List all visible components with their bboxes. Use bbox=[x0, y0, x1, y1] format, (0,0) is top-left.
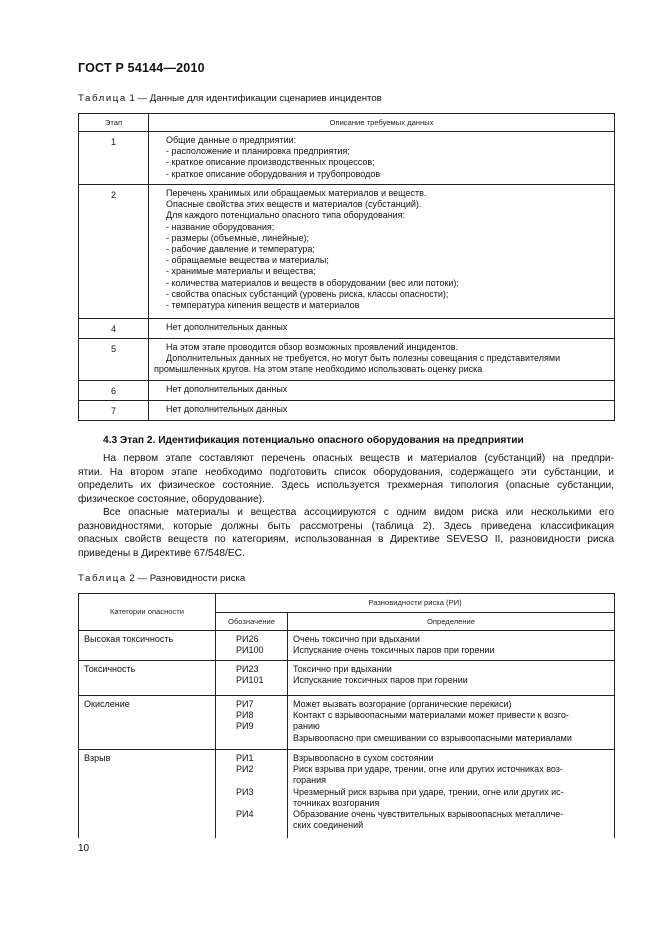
table1-desc-line: Опасные свойства этих веществ и материалов (субстанций). bbox=[166, 199, 422, 210]
table1-desc-line: промышленных кругов. На этом этапе необходимо использовать оценку риска bbox=[154, 364, 483, 375]
table2-caption bbox=[78, 573, 245, 584]
table2-code bbox=[236, 798, 282, 809]
table2-definition: Испускание очень токсичных паров при горении bbox=[293, 645, 495, 656]
table2-code-cell bbox=[216, 750, 288, 838]
table1 bbox=[78, 113, 615, 421]
table1-desc-line: - обращаемые вещества и материалы; bbox=[166, 255, 329, 266]
table2-definition: ских соединений bbox=[293, 820, 364, 831]
table2-code: РИ3 bbox=[236, 786, 254, 797]
table2-code: РИ9 bbox=[236, 721, 254, 732]
table1-desc-line: - свойства опасных субстанций (уровень риска, классы опасности); bbox=[166, 288, 449, 299]
table1-desc-line: Нет дополнительных данных bbox=[166, 384, 288, 394]
table2-code bbox=[236, 775, 282, 786]
table2-definition: Чрезмерный риск взрыва при ударе, трении, огне или других ис- bbox=[293, 786, 564, 797]
table1-desc-line: - расположение и планировка предприятия; bbox=[166, 146, 350, 157]
table2-category-cell: Высокая токсичность bbox=[79, 631, 216, 661]
table1-stage-cell: 7 bbox=[79, 401, 149, 421]
table1-desc-line: На этом этапе проводится обзор возможных проявлений инцидентов. bbox=[166, 342, 459, 352]
table2-definition: Может вызвать возгорание (органические перекиси) bbox=[293, 699, 512, 709]
document-header: ГОСТ Р 54144—2010 bbox=[78, 61, 205, 75]
table1-desc-cell bbox=[149, 319, 615, 339]
table1-desc-cell bbox=[149, 381, 615, 401]
table2-header-code: Обозначение bbox=[216, 613, 288, 631]
paragraph-line: физическое состояние, оборудование). bbox=[78, 493, 265, 505]
table1-stage-cell: 4 bbox=[79, 319, 149, 339]
table2-code: РИ101 bbox=[236, 675, 264, 686]
table2-definition: ранию bbox=[293, 721, 320, 732]
table1-stage-cell: 6 bbox=[79, 381, 149, 401]
paragraph-line: определить их физическое состояние. Здесь используется трехмерная типология (опасные субстанции, bbox=[78, 480, 614, 492]
table1-caption-prefix: Таблица bbox=[78, 93, 127, 104]
table1-desc-cell bbox=[149, 339, 615, 381]
paragraph-2 bbox=[78, 506, 614, 560]
table2-code: РИ8 bbox=[236, 710, 254, 721]
paragraph-line: ятии. На втором этапе необходимо подготовить список оборудования, содержащего эти субстанции, и bbox=[78, 466, 614, 478]
table2-definition: Контакт с взрывоопасными материалами может привести к возго- bbox=[293, 710, 569, 721]
table2-code: РИ100 bbox=[236, 645, 264, 656]
table2-code: РИ7 bbox=[236, 699, 254, 709]
table1-stage-cell: 1 bbox=[79, 132, 149, 185]
table1-desc-line: - хранимые материалы и вещества; bbox=[166, 266, 316, 277]
table2-definition: Взрывоопасно при смешивании со взрывоопасными материалами bbox=[293, 732, 572, 743]
table2-definition: точниках возгорания bbox=[293, 797, 380, 808]
table2-definition-cell bbox=[288, 631, 615, 661]
table1-header-description: Описание требуемых данных bbox=[149, 114, 615, 132]
table1-desc-line: Общие данные о предприятии: bbox=[166, 135, 297, 145]
table1-caption-text: 1 — Данные для идентификации сценариев инцидентов bbox=[126, 93, 382, 104]
table1-desc-cell bbox=[149, 132, 615, 185]
table2-definition: Токсично при вдыхании bbox=[293, 664, 392, 674]
table1-desc-line: Нет дополнительных данных bbox=[166, 404, 288, 414]
table2-header-definition: Определение bbox=[288, 613, 615, 631]
table2-definition: Образование очень чувствительных взрывоопасных металличе- bbox=[293, 809, 564, 820]
section-heading: 4.3 Этап 2. Идентификация потенциально опасного оборудования на предприятии bbox=[103, 435, 524, 446]
table1-stage-cell: 5 bbox=[79, 339, 149, 381]
table2-code: РИ26 bbox=[236, 634, 259, 644]
paragraph-line: разновидностями, которые должны быть рассмотрены (таблица 2). Здесь приведена классификация bbox=[78, 520, 614, 532]
table1-header-stage: Этап bbox=[79, 114, 149, 132]
table2-definition: Взрывоопасно в сухом состоянии bbox=[293, 753, 434, 763]
table2-definition-cell bbox=[288, 661, 615, 696]
table2-header-group: Разновидности риска (РИ) bbox=[216, 594, 615, 613]
table1-desc-cell bbox=[149, 185, 615, 319]
table2-definition: Риск взрыва при ударе, трении, огне или других источниках воз- bbox=[293, 764, 563, 775]
table1-caption bbox=[78, 93, 382, 104]
table2-caption-prefix: Таблица bbox=[78, 573, 127, 584]
table1-desc-line: - температура кипения веществ и материалов bbox=[166, 300, 360, 311]
table2-code: РИ1 bbox=[236, 753, 254, 763]
table2-code: РИ4 bbox=[236, 809, 254, 820]
table2-category-cell: Взрыв bbox=[79, 750, 216, 838]
paragraph-line: Все опасные материалы и вещества ассоциируются с одним видом риска или несколькими его bbox=[103, 507, 614, 518]
table2-category-cell: Окисление bbox=[79, 696, 216, 750]
table1-desc-line: - размеры (объемные, линейные); bbox=[166, 232, 310, 243]
table2-code: РИ23 bbox=[236, 664, 259, 674]
table1-desc-line: Нет дополнительных данных bbox=[166, 322, 288, 332]
table2-definition: Очень токсично при вдыхании bbox=[293, 634, 420, 644]
table1-desc-line: Для каждого потенциально опасного типа оборудования: bbox=[166, 210, 406, 221]
table2-definition-cell bbox=[288, 750, 615, 838]
table2-code-cell bbox=[216, 661, 288, 696]
table1-desc-cell bbox=[149, 401, 615, 421]
paragraph-line: приведены в Директиве 67/548/EC. bbox=[78, 547, 245, 559]
paragraph-line: опасных свойств веществ по категориям, использованная в Директиве SEVESO II, разновидности риска bbox=[78, 534, 614, 546]
table2-caption-text: 2 — Разновидности риска bbox=[126, 573, 246, 584]
table1-desc-line: - краткое описание производственных процессов; bbox=[166, 157, 375, 168]
table1-desc-line: - название оборудования; bbox=[166, 221, 275, 232]
page-number: 10 bbox=[78, 843, 90, 854]
table1-desc-line: Дополнительных данных не требуется, но могут быть полезны совещания с представителями bbox=[166, 353, 561, 364]
table1-desc-line: - рабочие давление и температура; bbox=[166, 244, 315, 255]
table2-definition-cell bbox=[288, 696, 615, 750]
table2-definition: горания bbox=[293, 775, 326, 786]
table1-desc-line: - количества материалов и веществ в оборудовании (вес или потоки); bbox=[166, 277, 459, 288]
table2-definition: Испускание токсичных паров при горении bbox=[293, 675, 468, 686]
table2-header-category: Категории опасности bbox=[79, 594, 216, 631]
paragraph-line: На первом этапе составляют перечень опасных веществ и материалов (субстанций) на предпри- bbox=[103, 453, 614, 464]
table2-code: РИ2 bbox=[236, 764, 254, 775]
table1-desc-line: - краткое описание оборудования и трубопроводов bbox=[166, 168, 381, 179]
paragraph-1 bbox=[78, 452, 614, 506]
table2-category-cell: Токсичность bbox=[79, 661, 216, 696]
table2 bbox=[78, 593, 615, 838]
table1-stage-cell: 2 bbox=[79, 185, 149, 319]
table2-code-cell bbox=[216, 631, 288, 661]
table1-desc-line: Перечень хранимых или обращаемых материалов и веществ. bbox=[166, 188, 427, 198]
table2-code-cell bbox=[216, 696, 288, 750]
